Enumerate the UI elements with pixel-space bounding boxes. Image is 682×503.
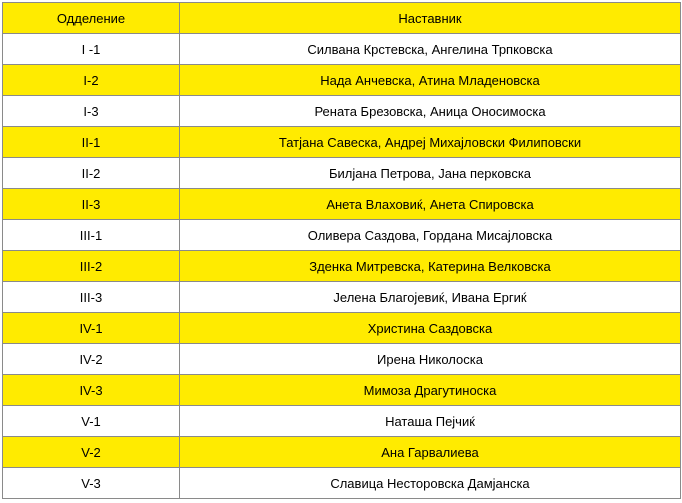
- class-cell: V-2: [3, 437, 180, 468]
- class-teacher-table: [2, 2, 681, 499]
- class-cell: III-3: [3, 282, 180, 313]
- class-cell: IV-3: [3, 375, 180, 406]
- table-row: [3, 96, 681, 127]
- table-row: [3, 127, 681, 158]
- teacher-cell: Рената Брезовска, Аница Оносимоска: [180, 96, 681, 127]
- table-row: [3, 313, 681, 344]
- table-row: [3, 189, 681, 220]
- teacher-cell: Анета Влаховиќ, Анета Спировска: [180, 189, 681, 220]
- teacher-cell: Силвана Крстевска, Ангелина Трпковска: [180, 34, 681, 65]
- table-row: [3, 220, 681, 251]
- class-cell: V-3: [3, 468, 180, 499]
- teacher-cell: Ана Гарвалиева: [180, 437, 681, 468]
- class-cell: V-1: [3, 406, 180, 437]
- table-row: [3, 158, 681, 189]
- table-row: [3, 34, 681, 65]
- teacher-cell: Татјана Савеска, Андреј Михајловски Филиповски: [180, 127, 681, 158]
- class-cell: II-1: [3, 127, 180, 158]
- teacher-cell: Зденка Митревска, Катерина Велковска: [180, 251, 681, 282]
- class-cell: I-3: [3, 96, 180, 127]
- table-row: [3, 282, 681, 313]
- class-cell: III-1: [3, 220, 180, 251]
- class-cell: I -1: [3, 34, 180, 65]
- class-cell: IV-2: [3, 344, 180, 375]
- header-class: Одделение: [3, 3, 180, 34]
- table-row: [3, 468, 681, 499]
- table-row: [3, 406, 681, 437]
- class-cell: IV-1: [3, 313, 180, 344]
- table-row: [3, 65, 681, 96]
- class-cell: I-2: [3, 65, 180, 96]
- teacher-cell: Мимоза Драгутиноска: [180, 375, 681, 406]
- teacher-cell: Јелена Благојевиќ, Ивана Ергиќ: [180, 282, 681, 313]
- table-row: [3, 437, 681, 468]
- teacher-cell: Билјана Петрова, Јана перковска: [180, 158, 681, 189]
- class-cell: II-3: [3, 189, 180, 220]
- header-teacher: Наставник: [180, 3, 681, 34]
- class-cell: III-2: [3, 251, 180, 282]
- teacher-cell: Оливера Саздова, Гордана Мисајловска: [180, 220, 681, 251]
- table-row: [3, 251, 681, 282]
- table-row: [3, 375, 681, 406]
- teacher-cell: Наташа Пејчиќ: [180, 406, 681, 437]
- header-row: [3, 3, 681, 34]
- teacher-cell: Нада Анчевска, Атина Младеновска: [180, 65, 681, 96]
- table-row: [3, 344, 681, 375]
- teacher-cell: Славица Несторовска Дамјанска: [180, 468, 681, 499]
- teacher-cell: Христина Саздовска: [180, 313, 681, 344]
- teacher-cell: Ирена Николоска: [180, 344, 681, 375]
- class-cell: II-2: [3, 158, 180, 189]
